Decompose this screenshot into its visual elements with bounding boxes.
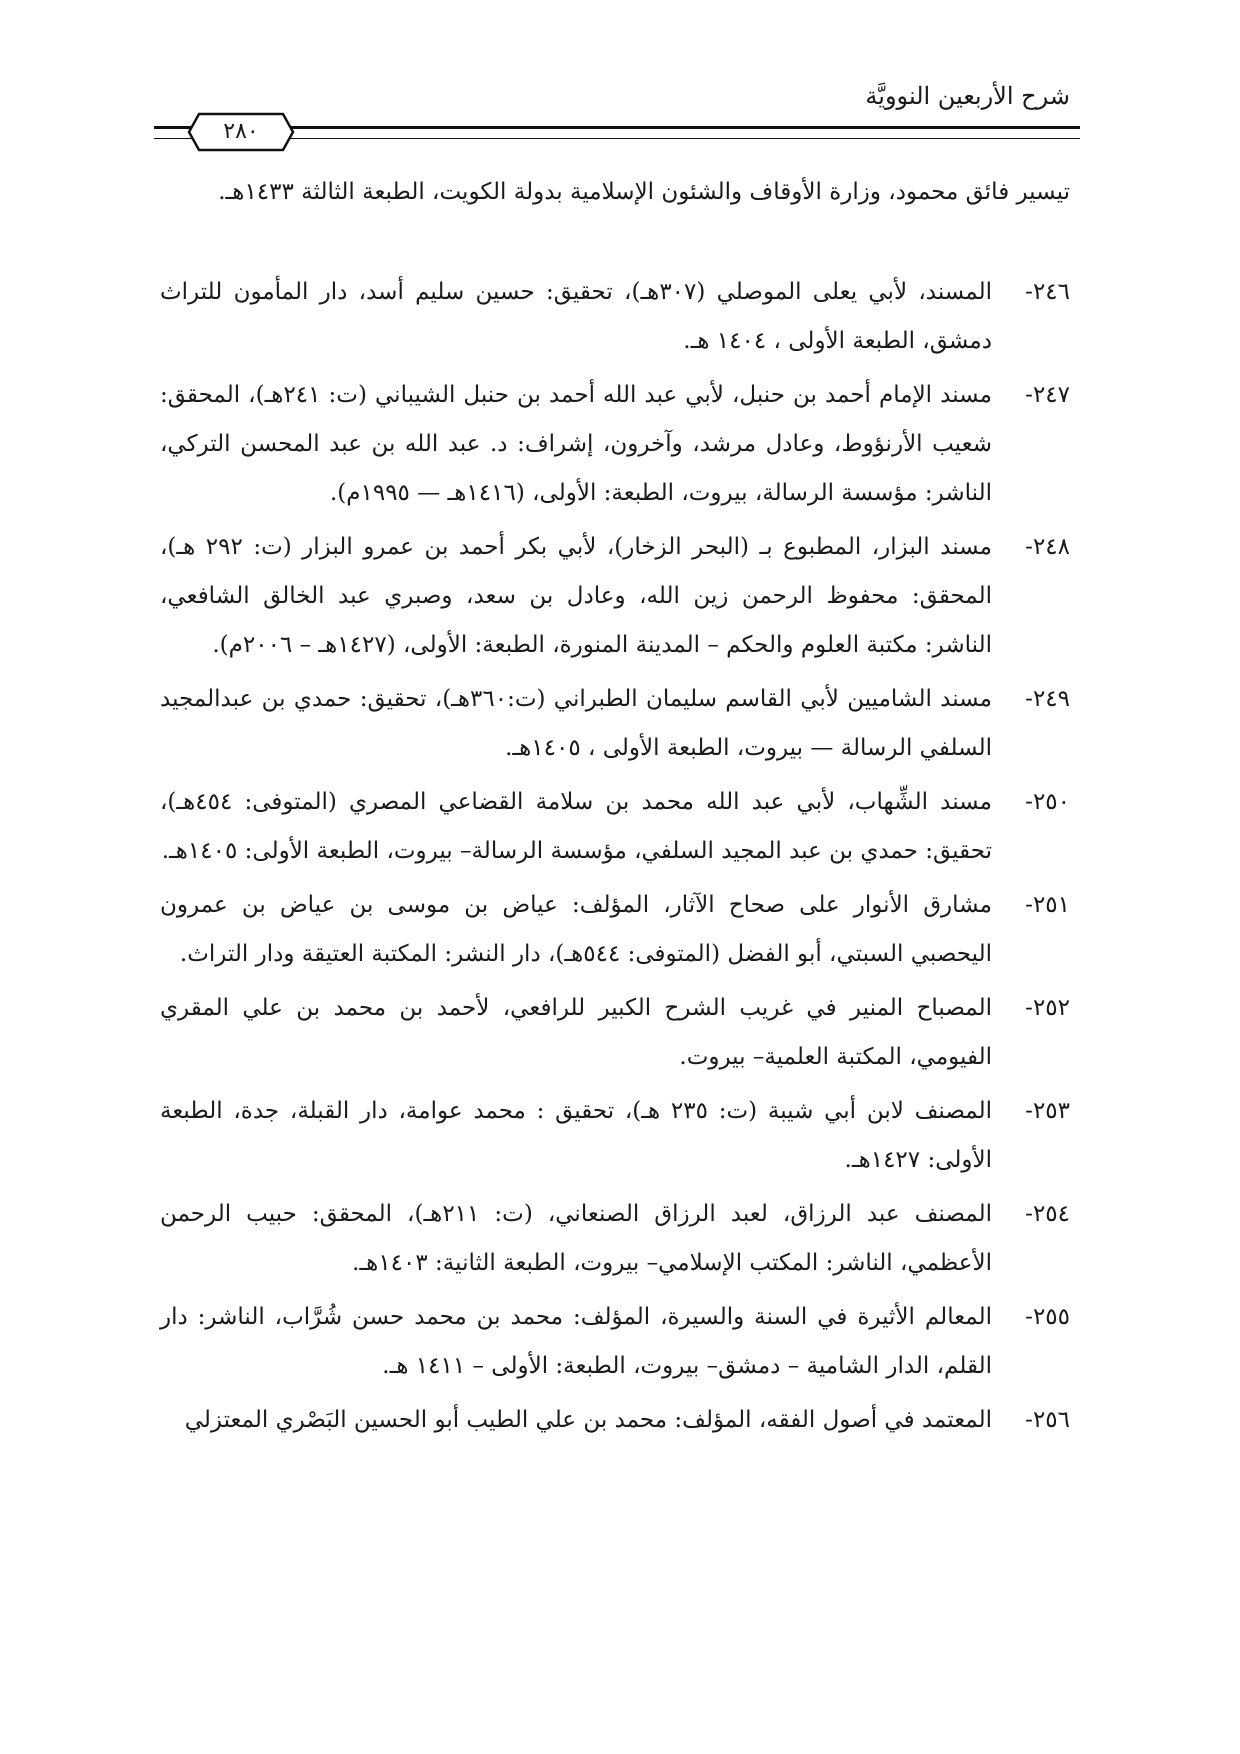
entry-text: المسند، لأبي يعلى الموصلي (٣٠٧هـ)، تحقيق: حسين سليم أسد، دار المأمون للتراث دمشق، الطبعة الأولى ، ١٤٠٤ هـ. xyxy=(160,279,992,354)
entry-number: ٢٤٧- xyxy=(1025,382,1070,408)
entry-number: ٢٥٥- xyxy=(1025,1304,1070,1330)
entry-number: ٢٤٨- xyxy=(1025,534,1070,560)
entry-number: ٢٥٠- xyxy=(1025,789,1070,815)
entry-text: مسند الشِّهاب، لأبي عبد الله محمد بن سلامة القضاعي المصري (المتوفى: ٤٥٤هـ)، تحقيق: حمدي بن عبد المجيد السلفي، مؤسسة الرسالة– بيروت، الطبعة الأولى: ١٤٠٥هـ. xyxy=(160,789,992,864)
entry-number: ٢٥٤- xyxy=(1025,1201,1070,1227)
entry-text: مسند الشاميين لأبي القاسم سليمان الطبراني (ت:٣٦٠هـ)، تحقيق: حمدي بن عبدالمجيد السلفي الرسالة — بيروت، الطبعة الأولى ، ١٤٠٥هـ. xyxy=(160,686,992,761)
bibliography-entry xyxy=(160,1293,1070,1391)
entry-text: المصنف لابن أبي شيبة (ت: ٢٣٥ هـ)، تحقيق : محمد عوامة، دار القبلة، جدة، الطبعة الأولى: ١٤٢٧هـ. xyxy=(160,1098,993,1173)
entry-text: المصنف عبد الرزاق، لعبد الرزاق الصنعاني، (ت: ٢١١هـ)، المحقق: حبيب الرحمن الأعظمي، الناشر: المكتب الإسلامي– بيروت، الطبعة الثانية: ١٤٠٣هـ. xyxy=(160,1201,992,1276)
running-title: شرح الأربعين النوويَّة xyxy=(865,82,1070,110)
bibliography-entry xyxy=(160,984,1070,1082)
bibliography-entry xyxy=(160,778,1070,876)
bibliography-entry xyxy=(160,371,1070,518)
bibliography-entry xyxy=(160,268,1070,366)
bibliography-entry xyxy=(160,881,1070,979)
entry-text: مسند البزار، المطبوع بـ (البحر الزخار)، لأبي بكر أحمد بن عمرو البزار (ت: ٢٩٢ هـ)، المحقق: محفوظ الرحمن زين الله، وعادل بن سعد، وصبري عبد الخالق الشافعي، الناشر: مكتبة العلوم والحكم – المدينة المنورة، الطبعة: الأولى، (١٤٢٧هـ – ٢٠٠٦م). xyxy=(160,534,992,658)
bibliography-entry xyxy=(160,1087,1070,1185)
bibliography-entry xyxy=(160,1190,1070,1288)
entry-number: ٢٥١- xyxy=(1025,892,1070,918)
entry-text: المصباح المنير في غريب الشرح الكبير للرافعي، لأحمد بن محمد بن علي المقري الفيومي، المكتبة العلمية– بيروت. xyxy=(160,995,992,1070)
bibliography-list xyxy=(160,268,1070,1450)
entry-text: المعتمد في أصول الفقه، المؤلف: محمد بن علي الطيب أبو الحسين البَصْري المعتزلي xyxy=(184,1407,992,1433)
page-number-badge xyxy=(187,112,295,152)
entry-text: مسند الإمام أحمد بن حنبل، لأبي عبد الله أحمد بن حنبل الشيباني (ت: ٢٤١هـ)، المحقق: شعيب الأرنؤوط، وعادل مرشد، وآخرون، إشراف: د. عبد الله بن عبد المحسن التركي، الناشر: مؤسسة الرسالة، بيروت، الطبعة: الأولى، (١٤١٦هـ — ١٩٩٥م). xyxy=(160,382,992,506)
entry-text: المعالم الأثيرة في السنة والسيرة، المؤلف: محمد بن محمد حسن شُرَّاب، الناشر: دار القلم، الدار الشامية – دمشق– بيروت، الطبعة: الأولى – ١٤١١ هـ. xyxy=(160,1304,992,1379)
bibliography-entry xyxy=(160,675,1070,773)
bibliography-entry xyxy=(160,1396,1070,1445)
entry-number: ٢٥٢- xyxy=(1025,995,1070,1021)
entry-number: ٢٤٩- xyxy=(1025,686,1070,712)
entry-number: ٢٥٦- xyxy=(1025,1407,1070,1433)
entry-text: مشارق الأنوار على صحاح الآثار، المؤلف: عياض بن موسى بن عياض بن عمرون اليحصبي السبتي، أبو الفضل (المتوفى: ٥٤٤هـ)، دار النشر: المكتبة العتيقة ودار التراث. xyxy=(160,892,992,967)
entry-number: ٢٥٣- xyxy=(1025,1098,1070,1124)
page-number: ٢٨٠ xyxy=(223,119,259,144)
continued-entry-text: تيسير فائق محمود، وزارة الأوقاف والشئون الإسلامية بدولة الكويت، الطبعة الثالثة ١٤٣٣هـ. xyxy=(218,179,1070,205)
entry-number: ٢٤٦- xyxy=(1025,279,1070,305)
bibliography-entry xyxy=(160,523,1070,670)
